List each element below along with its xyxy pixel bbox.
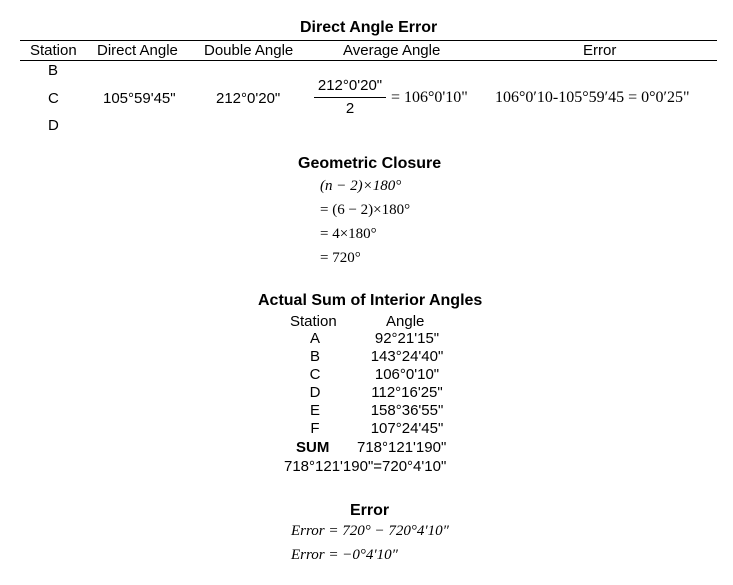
interior-angle-a: 92°21'15" — [374, 330, 440, 347]
closure-line-2: = (6 − 2)×180° — [320, 202, 411, 218]
interior-angle-f: 107°24'45" — [370, 420, 444, 437]
interior-angles-title: Actual Sum of Interior Angles — [258, 292, 483, 309]
interior-station-e: E — [309, 402, 320, 419]
fraction-numerator: 212°0'20" — [317, 77, 383, 94]
interior-station-b: B — [309, 348, 320, 365]
sum-conversion: 718°121'190"=720°4'10" — [284, 458, 447, 475]
interior-station-a: A — [309, 330, 320, 347]
interior-header-angle: Angle — [386, 313, 425, 330]
interior-angle-d: 112°16'25" — [371, 384, 443, 401]
header-station: Station — [30, 42, 77, 59]
closure-line-3: = 4×180° — [320, 226, 377, 242]
interior-angle-b: 143°24'40" — [370, 348, 444, 365]
header-direct-angle: Direct Angle — [97, 42, 178, 59]
interior-station-d: D — [309, 384, 321, 401]
interior-station-c: C — [309, 366, 321, 383]
sum-label: SUM — [296, 439, 330, 456]
error-line-1: Error = 720° − 720°4′10″ — [291, 523, 449, 539]
closure-line-1: (n − 2)×180° — [320, 178, 402, 194]
fraction-denominator: 2 — [345, 100, 355, 117]
fraction-bar — [314, 97, 386, 98]
header-double-angle: Double Angle — [204, 42, 294, 59]
station-b: B — [48, 62, 59, 79]
closure-line-4: = 720° — [320, 250, 361, 266]
sum-value: 718°121'190" — [357, 439, 447, 456]
interior-angle-e: 158°36'55" — [370, 402, 444, 419]
direct-angle-error-title: Direct Angle Error — [300, 19, 438, 36]
average-angle-result: = 106°0'10" — [391, 89, 468, 106]
error-line-2: Error = −0°4′10″ — [291, 547, 398, 563]
header-average-angle: Average Angle — [343, 42, 441, 59]
table-header-rule — [20, 60, 717, 61]
geometric-closure-title: Geometric Closure — [298, 155, 442, 172]
header-error: Error — [583, 42, 617, 59]
error-c: 106°0′10-105°59′45 = 0°0′25" — [495, 89, 690, 106]
interior-header-station: Station — [290, 313, 337, 330]
direct-angle-c: 105°59'45" — [103, 90, 176, 107]
interior-angle-c: 106°0'10" — [374, 366, 440, 383]
station-d: D — [48, 117, 59, 134]
table-top-rule — [20, 40, 717, 41]
error-title: Error — [350, 502, 390, 519]
interior-station-f: F — [310, 420, 320, 437]
station-c: C — [48, 90, 59, 107]
double-angle-c: 212°0'20" — [216, 90, 281, 107]
